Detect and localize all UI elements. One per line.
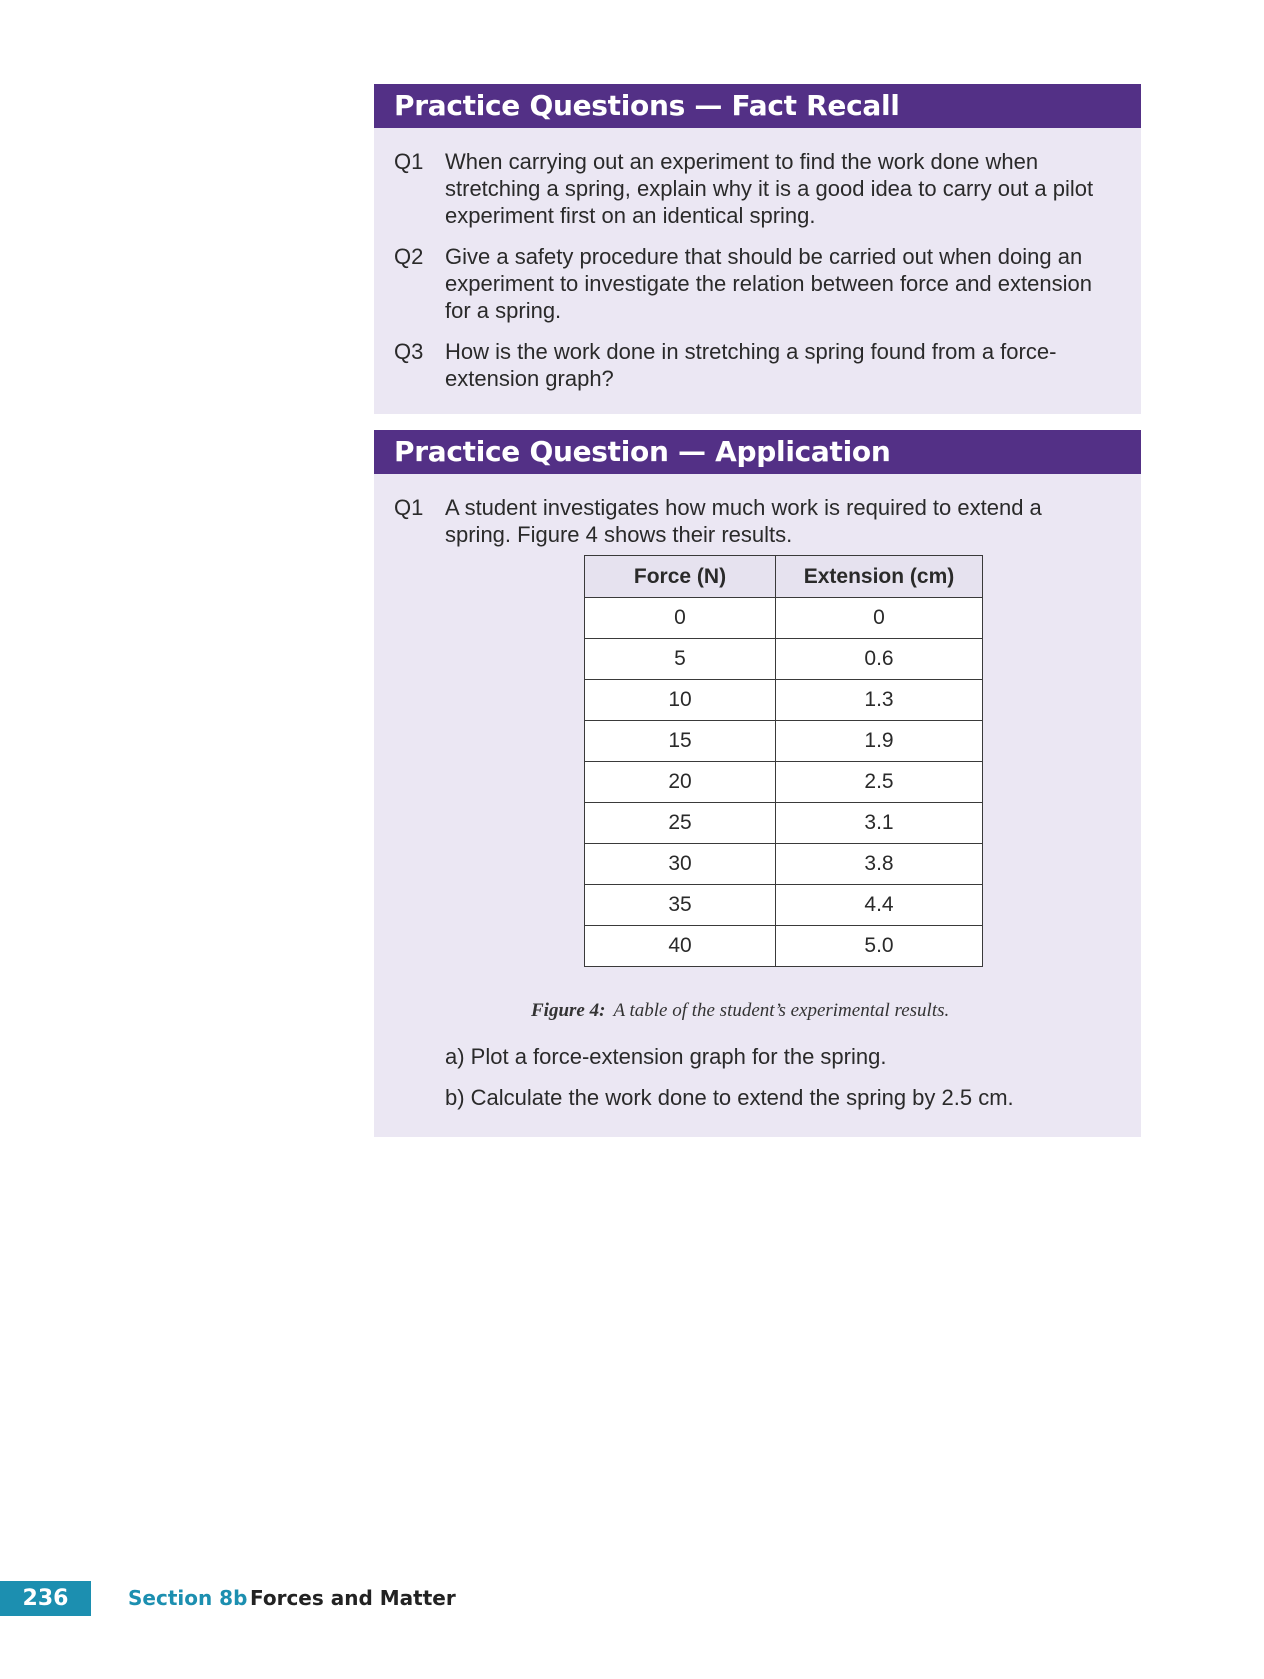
extension-cell: 3.8 — [776, 844, 983, 885]
force-cell: 40 — [585, 926, 776, 967]
table-row — [585, 926, 983, 967]
force-cell: 20 — [585, 762, 776, 803]
extension-cell: 3.1 — [776, 803, 983, 844]
fact-recall-title: Practice Questions — Fact Recall — [374, 84, 1141, 128]
application-question — [374, 494, 1141, 548]
force-cell: 30 — [585, 844, 776, 885]
question-number: Q3 — [394, 339, 424, 364]
sub-question-b: b) Calculate the work done to extend the spring by 2.5 cm. — [445, 1085, 1014, 1110]
extension-cell: 0 — [776, 598, 983, 639]
question-number: Q2 — [394, 244, 424, 269]
force-cell: 5 — [585, 639, 776, 680]
extension-cell: 1.9 — [776, 721, 983, 762]
table-row — [585, 680, 983, 721]
application-box — [374, 430, 1141, 1137]
sub-question-a: a) Plot a force-extension graph for the spring. — [445, 1044, 887, 1069]
force-cell: 10 — [585, 680, 776, 721]
table-row — [585, 721, 983, 762]
question-text: A student investigates how much work is required to extend a spring. Figure 4 shows their results. — [445, 495, 1042, 547]
recall-question — [374, 243, 1141, 324]
column-header-force: Force (N) — [585, 556, 776, 598]
footer-section-label: Section 8b — [128, 1586, 248, 1610]
extension-cell: 4.4 — [776, 885, 983, 926]
results-table — [584, 555, 983, 967]
extension-cell: 5.0 — [776, 926, 983, 967]
force-cell: 35 — [585, 885, 776, 926]
force-cell: 15 — [585, 721, 776, 762]
page-number: 236 — [0, 1581, 91, 1616]
column-header-extension: Extension (cm) — [776, 556, 983, 598]
table-row — [585, 762, 983, 803]
figure-caption-text: A table of the student’s experimental results. — [613, 1000, 950, 1021]
recall-question — [374, 148, 1141, 229]
force-cell: 0 — [585, 598, 776, 639]
table-row — [585, 598, 983, 639]
extension-cell: 0.6 — [776, 639, 983, 680]
question-text: When carrying out an experiment to find the work done when stretching a spring, explain why it is a good idea to carry out a pilot experiment first on an identical spring. — [445, 149, 1094, 228]
application-title: Practice Question — Application — [374, 430, 1141, 474]
table-row — [585, 844, 983, 885]
table-header-row — [585, 556, 983, 598]
question-number: Q1 — [394, 495, 424, 520]
question-number: Q1 — [394, 149, 424, 174]
fact-recall-box — [374, 84, 1141, 414]
extension-cell: 1.3 — [776, 680, 983, 721]
figure-caption — [531, 1000, 949, 1022]
question-text: Give a safety procedure that should be carried out when doing an experiment to investigate the relation between force and extension for a spring. — [445, 244, 1092, 323]
table-row — [585, 639, 983, 680]
recall-question — [374, 338, 1141, 392]
table-row — [585, 803, 983, 844]
force-cell: 25 — [585, 803, 776, 844]
question-text: How is the work done in stretching a spring found from a force-extension graph? — [445, 339, 1057, 391]
extension-cell: 2.5 — [776, 762, 983, 803]
table-row — [585, 885, 983, 926]
figure-label: Figure 4: — [531, 1000, 606, 1021]
footer-section-title: Forces and Matter — [250, 1586, 456, 1610]
